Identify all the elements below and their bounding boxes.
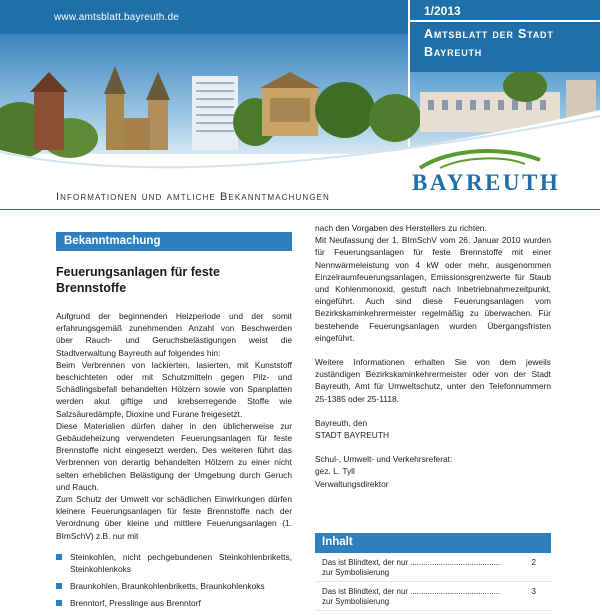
category-badge: Bekanntmachung xyxy=(56,232,292,251)
list-item xyxy=(56,551,292,575)
masthead-box xyxy=(408,0,600,72)
bullet-square-icon xyxy=(56,583,62,589)
publication-title: Amtsblatt der Stadt Bayreuth xyxy=(424,27,554,59)
website-url[interactable]: www.amtsblatt.bayreuth.de xyxy=(54,12,180,23)
bullet-square-icon xyxy=(56,600,62,606)
article-title: Feuerungsanlagen für feste Brennstoffe xyxy=(56,265,220,295)
right-column xyxy=(315,222,551,490)
bullet-square-icon xyxy=(56,554,62,560)
signature-place: Bayreuth, den STADT BAYREUTH xyxy=(315,417,389,441)
article-continued: nach den Vorgaben des Herstellers zu richten. Mit Neufassung der 1. BImSchV vom 26. Januar 2010 wurden für Feuerungsanlagen für feste Brennstoffe mit einer Nennwärmeleistung von 4 kW oder mehr, ausgenommen Einzelraumfeuerungsanlagen, Emissionsgrenzwerte für Staub und Kohlenmonoxid, gestuft nach Inbetriebnahmezeitpunkt, eingeführt. Auch sind diese Feuerungsanlagen vom Bezirkskaminkehrermeister regelmäßig zu überwachen. Für bestehende Feuerungsanlagen wurden Übergangsfristen eingeführt. xyxy=(315,223,551,343)
divider xyxy=(410,20,602,22)
toc-entry-page: 2 xyxy=(531,558,536,567)
toc-entry[interactable] xyxy=(315,582,551,611)
fuel-list xyxy=(56,551,292,610)
article-body: Aufgrund der beginnenden Heizperiode und der somit erfahrungsgemäß zunehmenden Anzahl von Beschwerden über Rauch- und Geruchsbelästigungen weist die Stadtverwaltung Bayreuth auf folgendes hin: Beim Verbrennen von lackierten, lasierten, mit Kunststoff beschichteten oder mit Schutzmitteln gegen Pilz- und Schädlingsbefall behandelten Hölzern sowie von Spanplatten werden akut giftige und krebserregende Stoffe wie Salzsäuredämpfe, Dioxine und Furane freigesetzt. Diese Materialien dürfen daher in den üblicherweise zur Gebäudeheizung verwendeten Feuerungsanlagen für feste Brennstoffe nicht eingesetzt werden. Des weiteren führt das Verbrennen von derartig behandelten Hölzern zu einer nicht selten erheblichen Belästigung der Umgebung durch Geruch und Rauch. Zum Schutz der Umwelt vor schädlichen Einwirkungen dürfen kleinere Feuerungsanlagen für feste Brennstoffe nach der Verordnung über kleine und mittlere Feuerungsanlagen (1. BImSchV) z.B. nur mit xyxy=(56,311,292,541)
list-item-text: Brenntorf, Presslinge aus Brenntorf xyxy=(70,598,201,609)
left-column xyxy=(56,232,292,615)
toc-entry-text: Das ist Blindtext, der nur ......................................... zur Symbolisierung xyxy=(322,587,501,606)
section-divider xyxy=(0,209,600,210)
toc-heading: Inhalt xyxy=(315,533,551,553)
list-item-text: Braunkohlen, Braunkohlenbriketts, Braunkohlenkoks xyxy=(70,581,265,592)
signatory: Schul-, Umwelt- und Verkehrsreferat: gez. L. Tyll Verwaltungsdirektor xyxy=(315,454,453,489)
bayreuth-logo[interactable]: BAYREUTH xyxy=(412,170,561,195)
info-paragraph: Weitere Informationen erhalten Sie von dem jeweils zuständigen Bezirkskaminkehrermeister oder von der Stadt Bayreuth, Amt für Umweltschutz, unter den Telefonnummern 25-1385 oder 25-1118. xyxy=(315,357,551,404)
list-item xyxy=(56,580,292,592)
issue-number: 1/2013 xyxy=(424,4,461,18)
table-of-contents xyxy=(315,533,551,611)
toc-entry-page: 3 xyxy=(531,587,536,596)
list-item xyxy=(56,597,292,609)
logo-arc-icon xyxy=(410,146,550,172)
toc-entry[interactable] xyxy=(315,553,551,582)
toc-entry-text: Das ist Blindtext, der nur ......................................... zur Symbolisierung xyxy=(322,558,501,577)
section-title: Informationen und amtliche Bekanntmachungen xyxy=(56,191,330,203)
header-banner xyxy=(0,0,600,170)
list-item-text: Steinkohlen, nicht pechgebundenen Steinkohlenbriketts, Steinkohlenkoks xyxy=(70,551,292,575)
